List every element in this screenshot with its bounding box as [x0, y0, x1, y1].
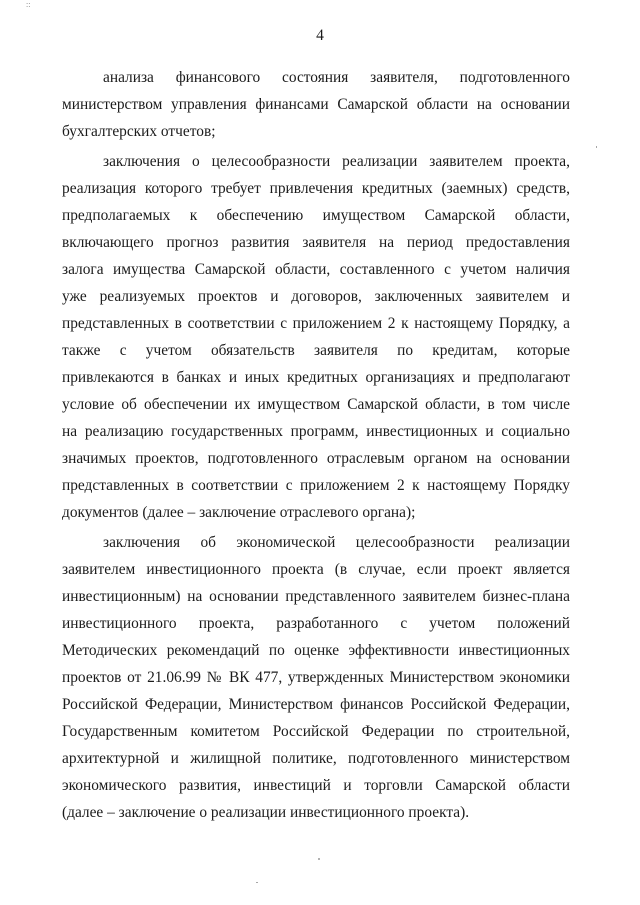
paragraph-line: реализация которого требует привлечения кредитных (заемных) средств,	[62, 180, 570, 197]
paragraph-line: документов (далее – заключение отраслевого органа);	[62, 504, 416, 521]
paragraph-line: на реализацию государственных программ, инвестиционных и социально	[62, 423, 570, 440]
paragraph-line: Государственным комитетом Российской Федерации по строительной,	[62, 723, 570, 740]
paragraph-line: уже реализуемых проектов и договоров, заключенных заявителем и	[62, 288, 570, 305]
paragraph-line: заявителем инвестиционного проекта (в случае, если проект является	[62, 561, 570, 578]
paragraph-line: предполагаемых к обеспечению имуществом Самарской области,	[62, 207, 570, 224]
paragraph-line: включающего прогноз развития заявителя на период предоставления	[62, 234, 570, 251]
scan-corner-mark: ::	[26, 0, 31, 9]
paragraph-line: привлекаются в банках и иных кредитных организациях и предполагают	[62, 369, 570, 386]
paragraph-financial-analysis	[62, 64, 570, 145]
page-number: 4	[316, 27, 324, 44]
paragraph-line: заключения об экономической целесообразности реализации	[103, 534, 570, 551]
paragraph-line: министерством управления финансами Самарской области на основании	[62, 96, 570, 113]
paragraph-sector-conclusion	[62, 148, 570, 526]
paragraph-line: условие об обеспечении их имуществом Самарской области, в том числе	[62, 396, 570, 413]
paragraph-line: архитектурной и жилищной политике, подготовленного министерством	[62, 750, 570, 767]
paragraph-line: бухгалтерских отчетов;	[62, 123, 216, 140]
paragraph-line: залога имущества Самарской области, составленного с учетом наличия	[62, 261, 570, 278]
paragraph-line: Методических рекомендаций по оценке эффективности инвестиционных	[62, 642, 570, 659]
paragraph-line: представленных в соответствии с приложением 2 к настоящему Порядку	[62, 477, 570, 494]
paragraph-investment-conclusion	[62, 529, 570, 826]
paragraph-line: проектов от 21.06.99 № ВК 477, утвержденных Министерством экономики	[62, 669, 570, 686]
paragraph-line: представленных в соответствии с приложением 2 к настоящему Порядку, а	[62, 315, 570, 332]
paragraph-line: экономического развития, инвестиций и торговли Самарской области	[62, 777, 570, 794]
paragraph-line: (далее – заключение о реализации инвестиционного проекта).	[62, 804, 470, 821]
scan-speck	[596, 146, 597, 148]
document-body	[62, 64, 570, 826]
paragraph-line: значимых проектов, подготовленного отраслевым органом на основании	[62, 450, 570, 467]
paragraph-line: инвестиционного проекта, разработанного с учетом положений	[62, 615, 570, 632]
paragraph-line: заключения о целесообразности реализации заявителем проекта,	[103, 153, 570, 170]
scan-speck	[318, 858, 320, 860]
scan-speck	[256, 882, 258, 883]
paragraph-line: анализа финансового состояния заявителя, подготовленного	[103, 69, 570, 86]
paragraph-line: также с учетом обязательств заявителя по кредитам, которые	[62, 342, 570, 359]
paragraph-line: Российской Федерации, Министерством финансов Российской Федерации,	[62, 696, 570, 713]
paragraph-line: инвестиционным) на основании представленного заявителем бизнес-плана	[62, 588, 570, 605]
